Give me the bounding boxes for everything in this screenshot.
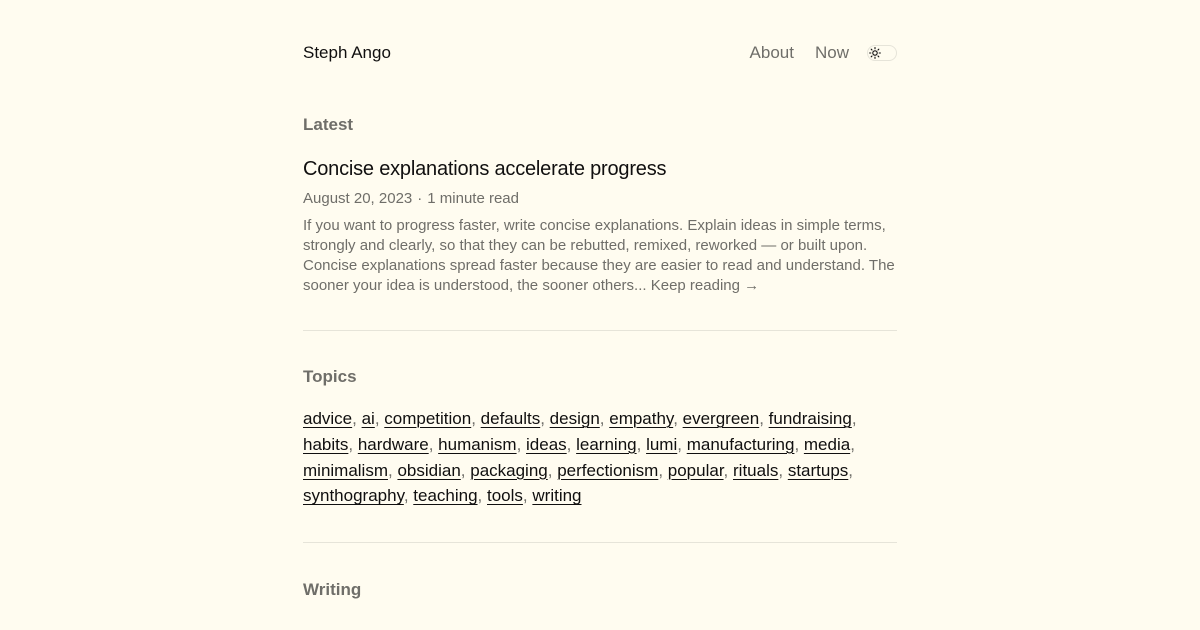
- topic-link[interactable]: fundraising: [768, 409, 852, 428]
- post-read-time: 1 minute read: [427, 190, 519, 207]
- topic-link[interactable]: ideas: [526, 434, 567, 454]
- topic-link[interactable]: obsidian: [397, 460, 461, 480]
- latest-heading: Latest: [303, 115, 354, 134]
- topics-list: advice, ai, competition, defaults, design, empathy, evergreen, fundraising, habits, hardware, humanism, ideas, learning, lumi, manufacturing, media, minimalism, obsidian, packaging, perfectionism, popular, rituals, startups, synthography, teaching, tools, writing: [303, 409, 857, 506]
- topic-link[interactable]: advice: [303, 409, 353, 428]
- topic-link[interactable]: minimalism: [303, 460, 388, 480]
- main-nav: [750, 43, 897, 63]
- topic-link[interactable]: evergreen: [682, 409, 760, 428]
- site-title-link[interactable]: Steph Ango: [303, 43, 391, 62]
- topic-link[interactable]: writing: [532, 486, 582, 506]
- post-date: August 20, 2023: [303, 190, 413, 207]
- topic-link[interactable]: ai: [361, 409, 375, 428]
- topic-link[interactable]: perfectionism: [557, 460, 659, 480]
- topic-link[interactable]: humanism: [438, 434, 517, 454]
- nav-now-link[interactable]: Now: [814, 43, 849, 62]
- post-meta: [303, 189, 519, 209]
- topic-link[interactable]: popular: [667, 460, 724, 480]
- topic-link[interactable]: design: [549, 409, 600, 428]
- theme-toggle[interactable]: [867, 45, 897, 61]
- post-excerpt: [303, 216, 897, 296]
- topic-link[interactable]: manufacturing: [686, 434, 795, 454]
- nav-about-link[interactable]: About: [749, 43, 794, 62]
- topic-link[interactable]: rituals: [733, 460, 779, 480]
- topic-link[interactable]: media: [803, 434, 851, 454]
- topic-link[interactable]: empathy: [609, 409, 674, 428]
- topic-link[interactable]: teaching: [413, 486, 478, 506]
- section-divider: [303, 330, 897, 331]
- topic-link[interactable]: learning: [576, 434, 637, 454]
- site-header: [303, 0, 897, 107]
- topics-heading: Topics: [303, 367, 357, 386]
- topic-link[interactable]: lumi: [646, 434, 678, 454]
- topic-link[interactable]: tools: [487, 486, 523, 506]
- section-divider: [303, 542, 897, 543]
- page: [303, 0, 897, 599]
- topic-link[interactable]: packaging: [470, 460, 548, 480]
- topic-link[interactable]: competition: [384, 409, 472, 428]
- post-excerpt-text: If you want to progress faster, write concise explanations. Explain ideas in simple terms, strongly and clearly, so that they can be rebutted, remixed, reworked — or built upon. Concise explanations spread faster because they are easier to read and understand. The sooner your idea is understood, the sooner others...: [303, 217, 895, 294]
- latest-post-title-link[interactable]: Concise explanations accelerate progress: [303, 158, 667, 180]
- topic-link[interactable]: defaults: [480, 409, 541, 428]
- sun-icon: [868, 46, 882, 60]
- topic-link[interactable]: habits: [303, 434, 349, 454]
- writing-heading: Writing: [303, 580, 362, 599]
- topic-link[interactable]: hardware: [357, 434, 429, 454]
- topic-link[interactable]: startups: [787, 460, 849, 480]
- topic-link[interactable]: synthography: [303, 486, 404, 506]
- keep-reading-link[interactable]: Keep reading →: [650, 277, 760, 294]
- meta-separator: ·: [417, 190, 423, 207]
